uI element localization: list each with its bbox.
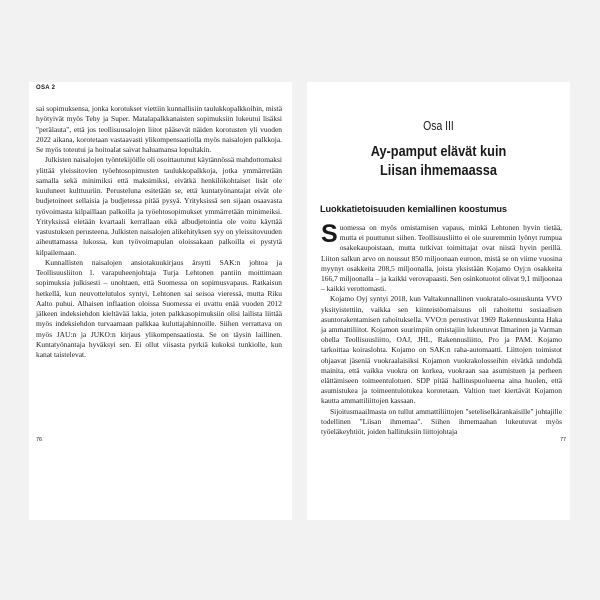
paragraph: Kunnallisten naisalojen ansiotakuukirjaus ärsytti SAK:n johtoa ja Teollisuusliiton 1. varapuheenjohtaja Turja Lehtonen pantiin moittimaan sopimuksia julkisesti – unohtaen, että Suomessa on sopimusvapaus. Ratkaisun hetkellä, kun neuvottelutulos syntyi, Lehtonen sai seisoa vieressä, mutta Riku Aalto puhui. Alhaisen inflaation oloissa Suomessa ei uvattu enää vuoden 2012 jälkeen indeksiehdon kieltävää lakia, joten palkkasopimuksiin olisi lailista liittää myös indeksiehdon turvaamaan palkkaa kuluttajahinnoille. Siihen verrattava on myös JAU:n ja JUKO:n kirjaus ylikompensaatiosta. Se on täysin laillinen. Kuntatyönantaja hyväksyi sen. Ei ollut viisasta pyrkiä kukoksi tunkiolle, kun kanat taistelevat. xyxy=(36,257,282,359)
chapter-title-line: Liisan ihmemaassa xyxy=(380,162,497,179)
part-heading: Osa III xyxy=(423,118,454,133)
paragraph: Julkisten naisalojen työntekijöille oli osoittautunut käytännössä mahdottomaksi ylittää yleissitovien työehtosopimusten taulukkopalkkoja, jotka ymmärretään samalla sekä minimiksi että maksimiksi, eivätkä henkilökohtaiset lisät ole kuuluneet kulttuuriin. Perusteluna esitetään se, että kuntatyönantajat eivät ole budjetoineet sellaisia ja budjetessa pitää pysyä. Yrityksissä sen sijaan osaavasta työvoimasta kilpaillaan palkoilla ja työehtosopimukset ymmärretään minimeiksi. Yrityksissä eletään kvartaali kerrallaan eikä albudjetointia ole voitu käyttää vastustuksen perusteena. Julkisten naisalojen alikehityksen syy on yleissitovuuden aiheuttamassa lukossa, kun työvoimapulan oloissakaan palkoilla ei pystytä kilpailemaan. xyxy=(36,155,282,257)
first-paragraph xyxy=(321,220,562,294)
left-page-body xyxy=(36,104,282,360)
section-title: Luokkatietoisuuden kemiallinen koostumus xyxy=(320,204,507,214)
right-page xyxy=(307,82,570,520)
right-page-body xyxy=(321,220,562,437)
paragraph: Kojamo Oyj syntyi 2018, kun Valtakunnallinen vuokratalo-osuuskunta VVO yksityistettiin, vaikka sen kiinteistöomaisuus oli rahoitettu sosiaalisen asuntorakentamisen rahoituksella. VVO:n perustivat 1969 Rakennuskunta Haka ja ammattiliitot. Kojamon suurimpiin omistajiin lukeutuvat Ilmarinen ja Varman ohella Teollisuusliitto, OAJ, JHL, Rakennusliitto, Pro ja PAM. Kojamo tarkoittaa koiraslohta. Kojamo on SAK:n raha-automaatti. Liittojen toimistot ohjaavat jäseniä vuokraalaisiksi Kojamon vuokrakolosseihin eivätkä undohdä mainita, että vaikka vuokra on korkea, vuokraan saa asumistuen ja perheen elättämiseen toimeentulotuen. SDP pitää hallituspuolueena aina huolen, että asumistukea ja toimeentulotukea korotetaan. Valtion tuet kiertävät Kojamon kautta ammattiliittojen kassaan. xyxy=(321,294,562,406)
chapter-title xyxy=(307,142,570,180)
running-head: OSA 2 xyxy=(36,85,56,91)
left-page xyxy=(29,82,292,520)
first-paragraph-text: uomessa on myös omistamisen vapaus, minkä Lehtonen hyvin tietää, mutta ei puuttunut siihen. Teollisuusliitto ei ole suuremmin lyönyt rumpua osakekaupoistaan, mutta tutkivat toimittajat ovat niistä hyvin perillä. Liiton salkun arvo on noussut 850 miljoonaan euroon, mistä se on viime vuosina myynyt osakkeita 208,5 miljoonalla, joista yksistään Kojamo Oyj:n osakkeita 166,7 miljoonalla – ja kaikki verovapaasti. Sen osinkotuotot olivat 9,1 miljoonaa – kaikki verottomasti. xyxy=(321,223,562,294)
page-number: 76 xyxy=(36,437,43,443)
drop-cap: S xyxy=(321,220,338,248)
page-number: 77 xyxy=(560,437,567,443)
chapter-title-line: Ay-pamput elävät kuin xyxy=(370,143,507,160)
paragraph: Sijoitusmaailmasta on tullut ammattiliittojen "seteliselkärankaisille" johtajille todellinen "Liisan ihmemaa". Siihen ihmemaahan lukeutuvat myös työeläkeyhtiöt, joiden hallituksiin liittojohtaja xyxy=(321,406,562,437)
paragraph: sai sopimuksensa, jonka korotukset viettiin kunnallisiin taulukkopalkkoihin, mistä hyötyivät myös Tehy ja Super. Matalapalkkanaisten sopimuksiin lukeutui lisäksi "perälauta", että jos teollisuusalojen liitot pääsevät näiden korotusten yli vuoden 2022 aikana, korotetaan vastaavasti ylikompensaatiolla myös naisalojen palkkoja. Se myös toteutui ja hoitoalat saivat haluamansa lopultakin. xyxy=(36,104,282,154)
